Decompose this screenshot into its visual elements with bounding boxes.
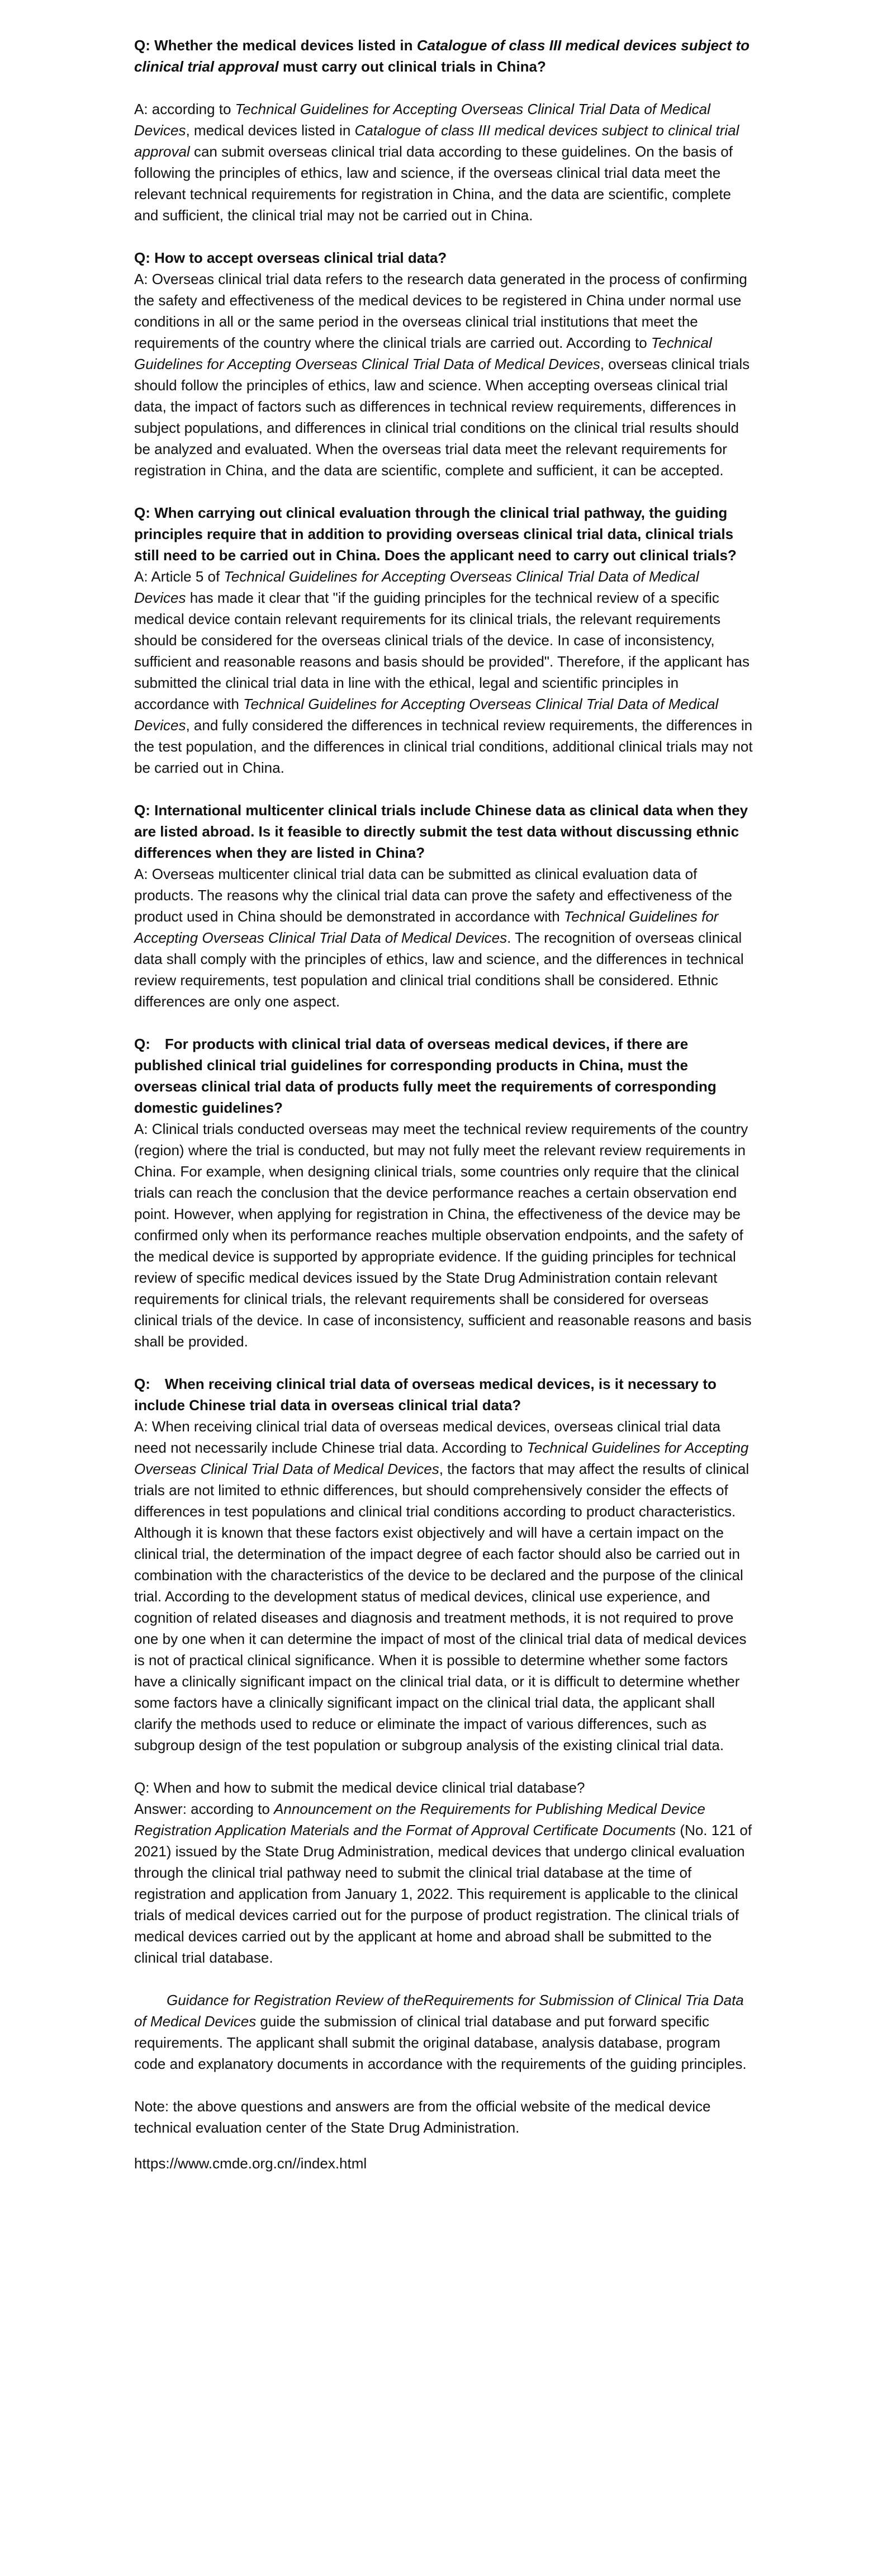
- guidance-paragraph: Guidance for Registration Review of theRequirements for Submission of Clinical Tria Data of Medical Devices guide the submission of clinical trial database and put forward specific requirements. The applicant shall submit the original database, analysis database, program code and explanatory documents in accordance with the requirements of the guiding principles.: [134, 1992, 747, 2072]
- question-4: Q: International multicenter clinical trials include Chinese data as clinical data when they are listed abroad. Is it feasible to directly submit the test data without discussing ethnic differences when they are listed in China?: [134, 802, 748, 861]
- answer-6: A: When receiving clinical trial data of overseas medical devices, overseas clinical trial data need not necessarily include Chinese trial data. According to Technical Guidelines for Accepting Overseas Clinical Trial Data of Medical Devices, the factors that may affect the results of clinical trials are not limited to ethnic differences, but should comprehensively consider the effects of differences in test populations and clinical trial conditions according to product characteristics. Although it is known that these factors exist objectively and will have a certain impact on the clinical trial, the determination of the impact degree of each factor should also be carried out in combination with the characteristics of the device to be declared and the purpose of the clinical trial. According to the development status of medical devices, clinical use experience, and cognition of related diseases and diagnosis and treatment methods, it is not required to prove one by one when it can determine the impact of most of the clinical trial data of medical devices is not of practical clinical significance. When it is possible to determine whether some factors have a clinically significant impact on the clinical trial data, or it is difficult to determine whether some factors have a clinically significant impact on the clinical trial data, the applicant shall clarify the methods used to reduce or eliminate the impact of various differences, such as subgroup design of the test population or subgroup analysis of the existing clinical trial data.: [134, 1418, 750, 1753]
- answer-7: Answer: according to Announcement on the Requirements for Publishing Medical Device Registration Application Materials and the Format of Approval Certificate Documents (No. 121 of 2021) issued by the State Drug Administration, medical devices that undergo clinical evaluation through the clinical trial pathway need to submit the clinical trial database at the time of registration and application from January 1, 2022. This requirement is applicable to the clinical trials of medical devices carried out for the purpose of product registration. The clinical trials of medical devices carried out by the applicant at home and abroad shall be submitted to the clinical trial database.: [134, 1800, 752, 1966]
- answer-5: A: Clinical trials conducted overseas may meet the technical review requirements of the country (region) where the trial is conducted, but may not fully meet the relevant review requirements in China. For example, when designing clinical trials, some countries only require that the clinical trials can reach the conclusion that the device performance reaches a certain observation end point. However, when applying for registration in China, the effectiveness of the device may be confirmed only when its performance reaches multiple observation endpoints, and the safety of the medical device is supported by appropriate evidence. If the guiding principles for technical review of specific medical devices issued by the State Drug Administration contain relevant requirements for clinical trials, the relevant requirements shall be considered for overseas clinical trials of the device. In case of inconsistency, sufficient and reasonable reasons and basis shall be provided.: [134, 1121, 752, 1350]
- source-note: Note: the above questions and answers are from the official website of the medical device technical evaluation center of the State Drug Administration.: [134, 2098, 711, 2136]
- question-6: Q: When receiving clinical trial data of overseas medical devices, is it necessary to include Chinese trial data in overseas clinical trial data?: [134, 1376, 717, 1414]
- question-2: Q: How to accept overseas clinical trial data?: [134, 249, 447, 266]
- question-1: Q: Whether the medical devices listed in Catalogue of class III medical devices subject to clinical trial approval must carry out clinical trials in China?: [134, 37, 750, 75]
- answer-4: A: Overseas multicenter clinical trial data can be submitted as clinical evaluation data of products. The reasons why the clinical trial data can prove the safety and effectiveness of the product used in China should be demonstrated in accordance with Technical Guidelines for Accepting Overseas Clinical Trial Data of Medical Devices. The recognition of overseas clinical data shall comply with the principles of ethics, law and science, and the differences in technical review requirements, test population and clinical trial conditions shall be considered. Ethnic differences are only one aspect.: [134, 866, 744, 1010]
- answer-3: A: Article 5 of Technical Guidelines for Accepting Overseas Clinical Trial Data of Medical Devices has made it clear that "if the guiding principles for the technical review of a specific medical device contain relevant requirements for its clinical trials, the relevant requirements should be considered for the overseas clinical trials of the device. In case of inconsistency, sufficient and reasonable reasons and basis should be provided". Therefore, if the applicant has submitted the clinical trial data in line with the ethical, legal and scientific principles in accordance with Technical Guidelines for Accepting Overseas Clinical Trial Data of Medical Devices, and fully considered the differences in technical review requirements, the differences in the test population, and the differences in clinical trial conditions, additional clinical trials may not be carried out in China.: [134, 568, 753, 776]
- question-3: Q: When carrying out clinical evaluation through the clinical trial pathway, the guiding principles require that in addition to providing overseas clinical trial data, clinical trials still need to be carried out in China. Does the applicant need to carry out clinical trials?: [134, 504, 737, 564]
- question-7: Q: When and how to submit the medical device clinical trial database?: [134, 1779, 585, 1796]
- document-body: [134, 35, 753, 2189]
- answer-2: A: Overseas clinical trial data refers to the research data generated in the process of confirming the safety and effectiveness of the medical devices to be registered in China under normal use conditions in all or the same period in the overseas clinical trial institutions that meet the requirements of the country where the clinical trials are carried out. According to Technical Guidelines for Accepting Overseas Clinical Trial Data of Medical Devices, overseas clinical trials should follow the principles of ethics, law and science. When accepting overseas clinical trial data, the impact of factors such as differences in technical review requirements, differences in subject populations, and differences in clinical trial conditions on the clinical trial results should be analyzed and evaluated. When the overseas trial data meet the relevant requirements for registration in China, and the data are scientific, complete and sufficient, it can be accepted.: [134, 271, 750, 479]
- source-url-link[interactable]: https://www.cmde.org.cn//index.html: [134, 2155, 367, 2172]
- answer-1: A: according to Technical Guidelines for Accepting Overseas Clinical Trial Data of Medical Devices, medical devices listed in Catalogue of class III medical devices subject to clinical trial approval can submit overseas clinical trial data according to these guidelines. On the basis of following the principles of ethics, law and science, if the overseas clinical trial data meet the relevant technical requirements for registration in China, and the data are scientific, complete and sufficient, the clinical trial may not be carried out in China.: [134, 101, 739, 224]
- question-5: Q: For products with clinical trial data of overseas medical devices, if there are published clinical trial guidelines for corresponding products in China, must the overseas clinical trial data of products fully meet the requirements of corresponding domestic guidelines?: [134, 1036, 717, 1116]
